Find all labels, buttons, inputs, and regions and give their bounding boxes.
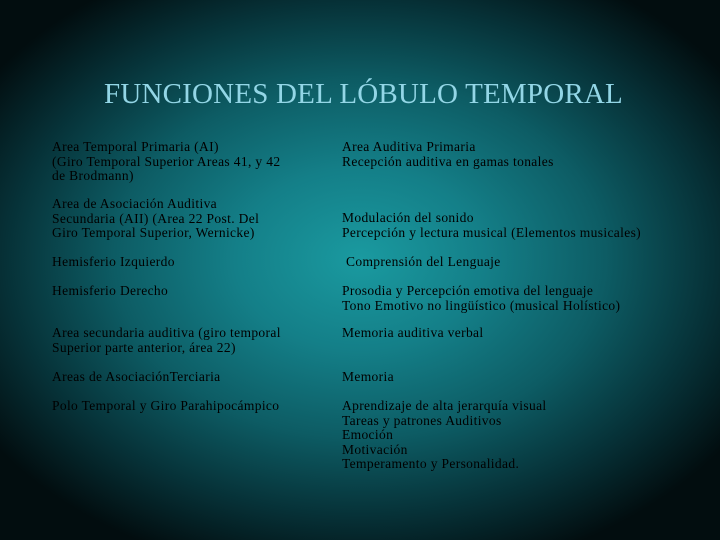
row-1-left-line-3: de Brodmann): [52, 168, 134, 183]
row-2-left-line-1: Area de Asociación Auditiva: [52, 196, 218, 211]
row-3-left-line-1: Hemisferio Izquierdo: [52, 254, 175, 269]
row-7-right-line-5: Temperamento y Personalidad.: [342, 456, 520, 471]
row-4-left-line-1: Hemisferio Derecho: [52, 283, 169, 298]
row-1-left-line-1: Area Temporal Primaria (AI): [52, 139, 219, 154]
row-2-right-text: [342, 211, 641, 240]
row-5-right-text: [342, 326, 484, 341]
row-6-left-line-1: Areas de AsociaciónTerciaria: [52, 369, 221, 384]
row-7-left-text: [52, 399, 279, 414]
row-3-right-text: [346, 255, 501, 270]
row-6-right-text: [342, 370, 394, 385]
row-6-right-line-1: Memoria: [342, 369, 394, 384]
row-2-right-line-1: Modulación del sonido: [342, 210, 474, 225]
row-1-right-line-2: Recepción auditiva en gamas tonales: [342, 153, 554, 169]
row-7-right-text: [342, 399, 547, 472]
row-7-right-line-1: Aprendizaje de alta jerarquía visual: [342, 398, 547, 413]
row-2-left-line-2: Secundaria (AII) (Area 22 Post. Del: [52, 210, 260, 226]
row-1-right-line-1: Area Auditiva Primaria: [342, 139, 476, 154]
row-3-right-line-1: Comprensión del Lenguaje: [346, 254, 501, 269]
row-4-left-text: [52, 284, 168, 299]
row-5-left-line-1: Area secundaria auditiva (giro temporal: [52, 325, 281, 340]
slide-title: FUNCIONES DEL LÓBULO TEMPORAL: [104, 78, 623, 110]
row-3-left-text: [52, 255, 175, 270]
row-7-right-line-3: Emoción: [342, 427, 394, 442]
row-1-left-line-2: (Giro Temporal Superior Areas 41, y 42: [52, 153, 281, 169]
row-1-right-text: [342, 140, 554, 169]
row-5-left-line-2: Superior parte anterior, área 22): [52, 339, 236, 355]
row-4-right-text: [342, 284, 620, 313]
row-2-left-line-3: Giro Temporal Superior, Wernicke): [52, 225, 255, 240]
row-2-left-text: [52, 197, 259, 241]
row-6-left-text: [52, 370, 221, 385]
row-4-right-line-2: Tono Emotivo no lingüístico (musical Holístico): [342, 297, 621, 313]
row-5-left-text: [52, 326, 281, 355]
row-7-right-line-4: Motivación: [342, 441, 408, 457]
row-4-right-line-1: Prosodia y Percepción emotiva del lenguaje: [342, 283, 594, 298]
row-7-right-line-2: Tareas y patrones Auditivos: [342, 412, 502, 428]
row-5-right-line-1: Memoria auditiva verbal: [342, 325, 484, 340]
row-7-left-line-1: Polo Temporal y Giro Parahipocámpico: [52, 398, 280, 413]
row-2-right-line-2: Percepción y lectura musical (Elementos musicales): [342, 224, 642, 240]
row-1-left-text: [52, 140, 280, 184]
